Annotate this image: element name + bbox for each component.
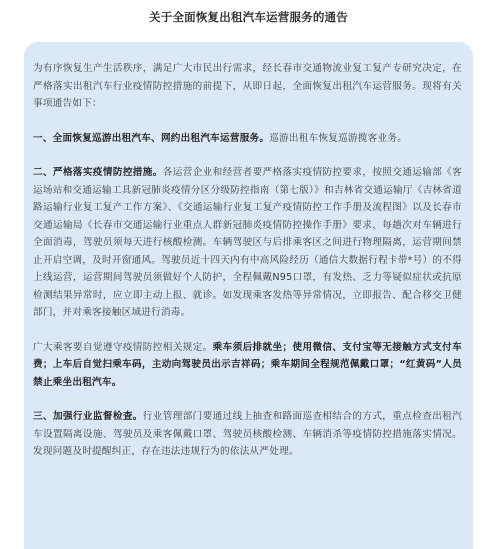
paragraph-gap [33,113,462,130]
section-1-paragraph [33,130,462,148]
passenger-lead: 广大乘客要自觉遵守疫情防控相关规定。 [33,341,213,353]
section-3-body: 行业管理部门要通过线上抽查和路面巡查相结合的方式，重点检查出租汽车设置隔离设施、驾驶员及乘客佩戴口罩、驾驶员核酸检测、车辆消杀等疫情防控措施落实情况。发现问题及时提醒纠正，存在违法违规行为的依法从严处理。 [33,411,463,457]
passenger-paragraph [33,339,462,392]
section-3-heading: 三、加强行业监督检查。 [33,411,143,422]
section-2-paragraph [33,164,462,322]
paragraph-gap [33,147,462,164]
paragraph-gap [33,391,462,408]
notice-title: 关于全面恢复出租汽车运营服务的通告 [149,10,348,24]
paragraph-gap [33,322,462,339]
section-2-body: 各运营企业和经营者要严格落实疫情防控要求，按照交通运输部《客运场站和交通运输工具新冠肺炎疫情分区分级防控指南（第七版）》和吉林省交通运输厅《吉林省道路运输行业复工复产工作方案》、《交通运输行业复工复产疫情防控工作手册及流程图》以及长春市交通运输局《长春市交通运输行业重点人群新冠肺炎疫情防控操作手册》要求，每趟次对车辆进行全面消毒，驾驶员须每天进行核酸检测。车辆驾驶区与后排乘客区之间进行物理隔离，运营期间禁止开启空调，及时开窗通风。驾驶员近十四天内有中高风险经历（通信大数据行程卡带*号）的不得上线运营，运营期间驾驶员须做好个人防护，全程佩戴N95口罩，有发热、乏力等疑似症状或抗原检测结果异常时，应立即主动上报、就诊。如发现乘客发热等异常情况，立即报告、配合移交卫健部门，并对乘客接触区域进行消毒。 [33,167,463,318]
notice-content [24,42,473,461]
section-1-heading: 一、全面恢复巡游出租汽车、网约出租汽车运营服务。 [33,132,270,144]
intro-paragraph: 为有序恢复生产生活秩序，满足广大市民出行需求，经长春市交通物流业复工复产专研究决定，在严格落实出租汽车行业疫情防控措施的前提下，从即日起，全面恢复出租汽车运营服务。现将有关事项通告如下： [33,63,462,109]
notice-panel [24,42,473,549]
section-3-paragraph [33,408,462,461]
section-2-heading: 二、严格落实疫情防控措施。 [33,167,163,178]
section-1-body: 巡游出租车恢复巡游揽客业务。 [269,132,408,144]
passenger-rules: 乘车须后排就坐；使用微信、支付宝等无接触方式支付车费；上车后自觉扫乘车码，主动向驾驶员出示吉祥码；乘车期间全程规范佩戴口罩；“红黄码”人员禁止乘坐出租汽车。 [33,341,463,388]
